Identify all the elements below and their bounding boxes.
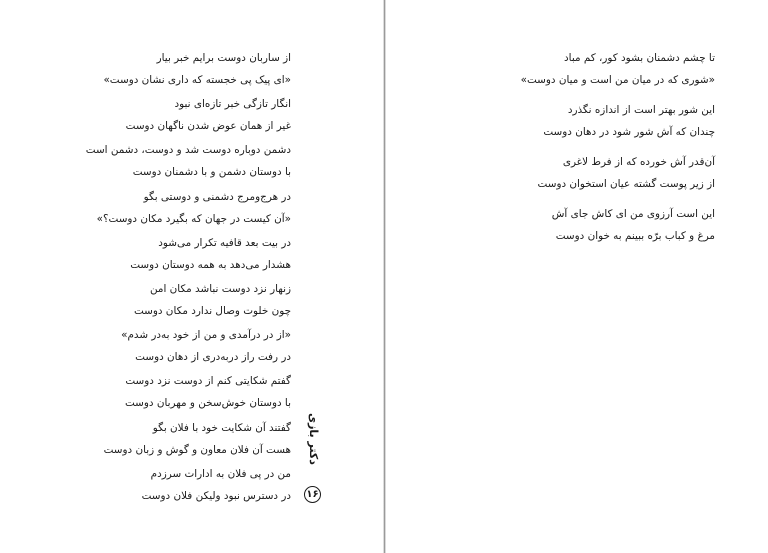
first-hemistich: زنهار نزد دوست نباشد مکان امن	[149, 282, 291, 295]
second-hemistich: «شوری که در میان من است و میان دوست»	[520, 74, 715, 86]
first-hemistich: من در پی فلان به ادارات سرزدم	[150, 467, 291, 480]
verse	[61, 465, 291, 511]
right-page	[386, 0, 768, 553]
first-hemistich: از ساربان دوست برایم خبر بیار	[156, 52, 291, 64]
first-hemistich: «از در درآمدی و من از خود به‌در شدم»	[121, 329, 291, 342]
verse	[61, 188, 291, 234]
first-hemistich: این شور بهتر است از اندازه نگذرد	[567, 104, 715, 116]
first-hemistich: این است آرزوی من ای کاش جای آش	[551, 208, 715, 220]
verse	[475, 49, 715, 101]
first-hemistich: دشمن دوباره دوست شد و دوست، دشمن است	[85, 144, 291, 157]
first-hemistich: گفتم شکایتی کنم از دوست نزد دوست	[125, 375, 291, 388]
verse	[61, 141, 291, 187]
second-hemistich: چندان که آش شور شود در دهان دوست	[543, 126, 715, 138]
verse	[61, 372, 291, 418]
second-hemistich: چون خلوت وصال ندارد مکان دوست	[133, 304, 291, 317]
verse	[61, 280, 291, 326]
second-hemistich: هشدار می‌دهد به همه دوستان دوست	[130, 258, 291, 271]
verse	[61, 234, 291, 280]
second-hemistich: غیر از همان عوض شدن ناگهان دوست	[125, 120, 291, 133]
verse	[61, 326, 291, 372]
running-head: دکتر بازی	[307, 413, 320, 465]
second-hemistich: با دوستان دشمن و با دشمنان دوست	[132, 166, 291, 179]
second-hemistich: هست آن فلان معاون و گوش و زبان دوست	[103, 443, 291, 456]
verse	[61, 49, 291, 95]
first-hemistich: تا چشم دشمنان بشود کور، کم مباد	[564, 52, 715, 64]
second-hemistich: با دوستان خوش‌سخن و مهربان دوست	[124, 397, 291, 410]
second-hemistich: مرغ و کباب برّه ببینم به خوان دوست	[555, 230, 715, 242]
verse	[475, 205, 715, 257]
left-page	[0, 0, 383, 553]
second-hemistich: از زیر پوست گشته عیان استخوان دوست	[537, 178, 715, 190]
poem-verses	[475, 49, 715, 257]
first-hemistich: گفتند آن شکایت خود با فلان بگو	[152, 421, 291, 434]
first-hemistich: در هرج‌ومرج دشمنی و دوستی بگو	[143, 190, 291, 203]
second-hemistich: «آن کیست در جهان که بگیرد مکان دوست؟»	[96, 212, 291, 225]
second-hemistich: در دسترس نبود ولیکن فلان دوست	[141, 489, 291, 502]
verse	[475, 153, 715, 205]
first-hemistich: انگار تازگی خبر تازه‌ای نبود	[174, 98, 291, 111]
first-hemistich: در بیت بعد قافیه تکرار می‌شود	[158, 236, 291, 249]
verse	[61, 419, 291, 465]
verse	[61, 95, 291, 141]
gutter-divider	[384, 0, 385, 553]
first-hemistich: آن‌قدر آش خورده که از فرط لاغری	[562, 156, 715, 168]
second-hemistich: در رفت راز دربه‌دری از دهان دوست	[135, 351, 291, 364]
verse	[475, 101, 715, 153]
second-hemistich: «ای پیک پی خجسته که داری نشان دوست»	[103, 74, 291, 86]
page-number: ۱۶	[304, 486, 321, 503]
poem-verses	[61, 49, 291, 511]
